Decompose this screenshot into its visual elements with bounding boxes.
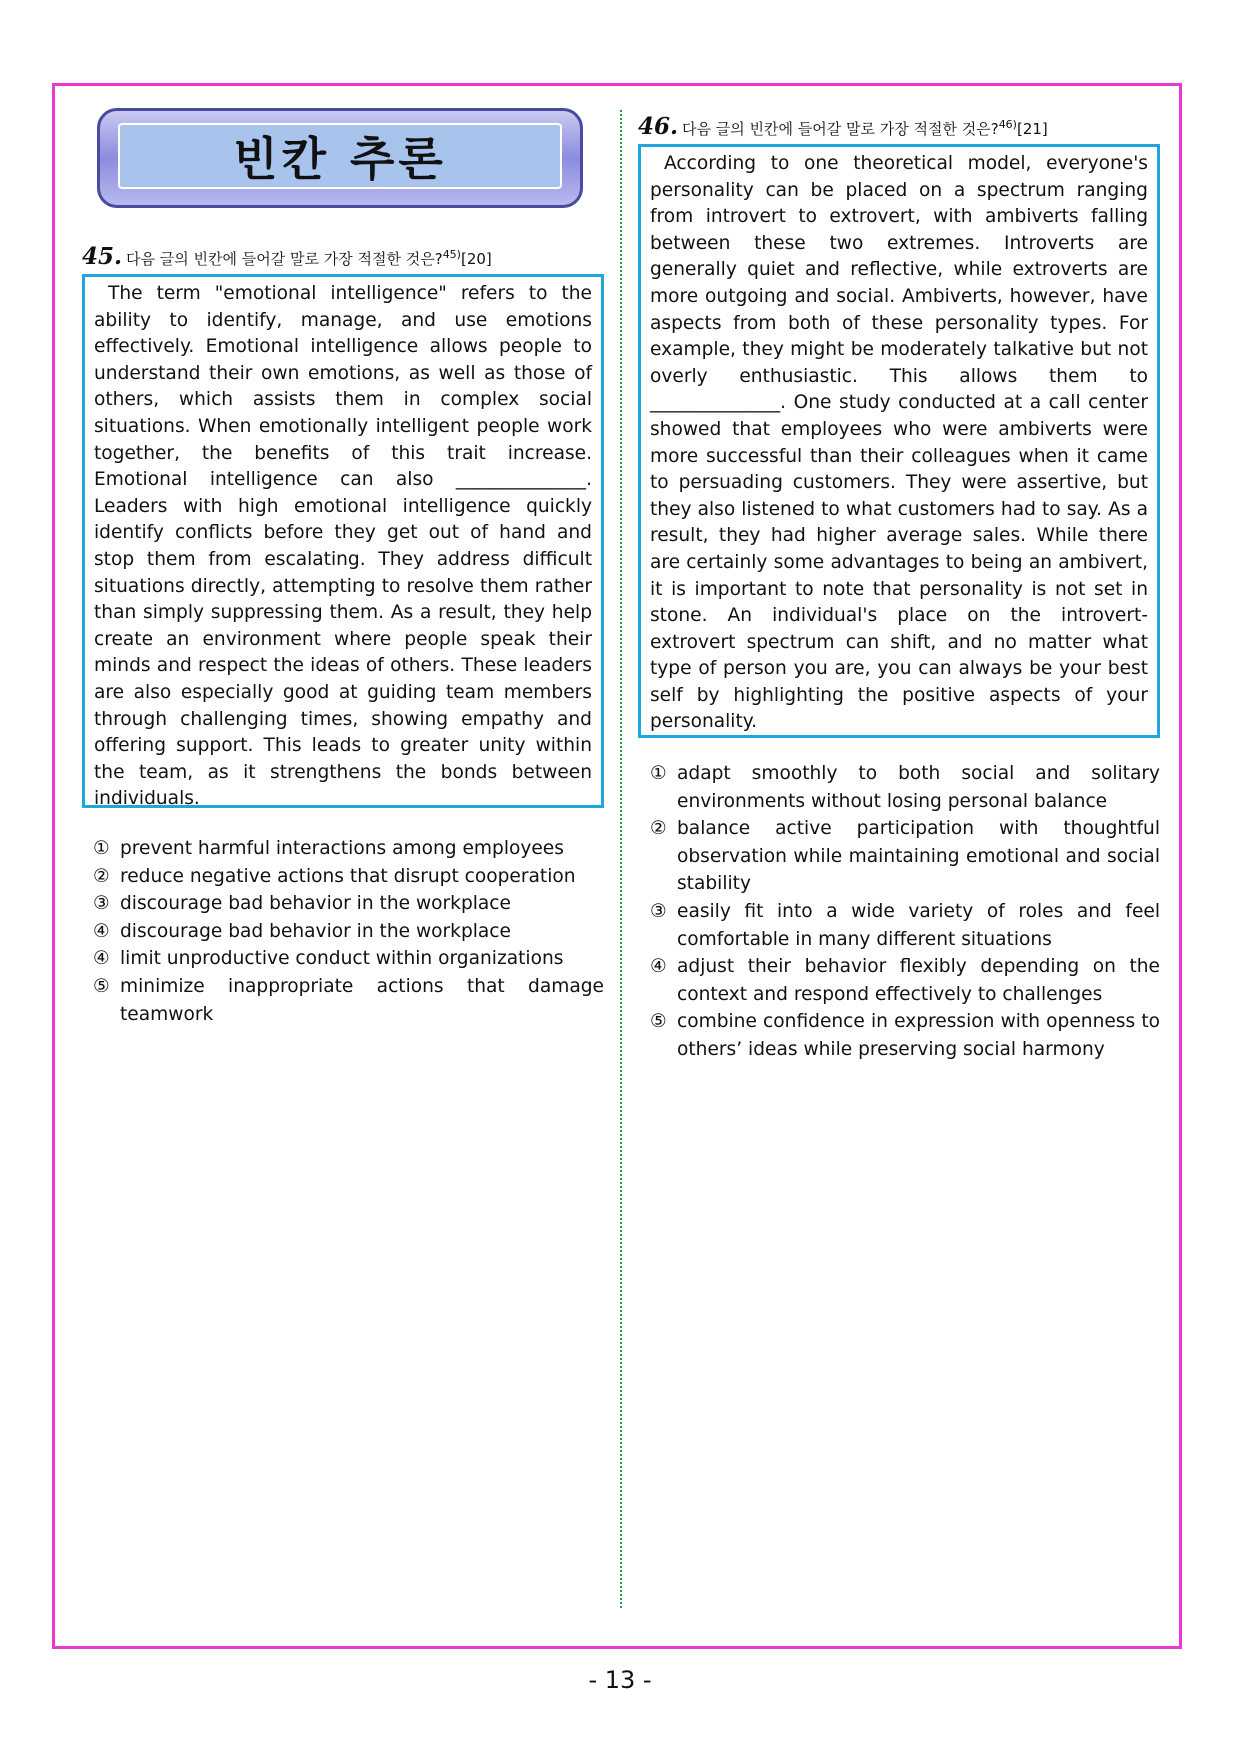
- q45-passage-box: [82, 274, 604, 808]
- q46-ref: 46): [998, 118, 1017, 131]
- q45-number: 45 .: [82, 243, 122, 270]
- q46-header: [638, 113, 1048, 140]
- q46-option-4[interactable]: ④ adjust their behavior flexibly depending on the context and respond effectively to challenges: [650, 956, 1160, 1005]
- q46-option-5[interactable]: ⑤ combine confidence in expression with openness to others’ ideas while preserving social harmony: [650, 1011, 1160, 1060]
- q45-option-5[interactable]: ⑤ minimize inappropriate actions that damage teamwork: [93, 975, 604, 1025]
- q45-header: [82, 243, 492, 270]
- q46-number: 46 .: [638, 113, 678, 140]
- section-title: 빈칸 추론: [118, 123, 562, 189]
- q46-options: [650, 760, 1160, 1064]
- q45-option-4b[interactable]: ④ limit unproductive conduct within organizations: [93, 948, 564, 970]
- q45-option-1[interactable]: ① prevent harmful interactions among employees: [93, 838, 564, 859]
- section-title-banner: [97, 108, 583, 208]
- q46-option-3[interactable]: ③ easily fit into a wide variety of roles and feel comfortable in many different situations: [650, 900, 1160, 950]
- q45-tag: [20]: [460, 250, 492, 268]
- page-number: - 13 -: [588, 1666, 652, 1694]
- column-divider: [620, 110, 622, 1608]
- q45-options: [93, 835, 604, 1028]
- q46-passage-box: [638, 144, 1160, 738]
- q45-option-3[interactable]: ③ discourage bad behavior in the workplace: [93, 893, 511, 915]
- q45-option-2[interactable]: ② reduce negative actions that disrupt cooperation: [93, 865, 576, 887]
- q46-tag: [21]: [1016, 120, 1048, 138]
- q45-prompt: 다음 글의 빈칸에 들어갈 말로 가장 적절한 것은?: [126, 250, 443, 268]
- q45-passage: The term "emotional intelligence" refers to the ability to identify, manage, and use emotions effectively. Emotional intelligence allows people to understand their own emotions, as well as those of others, which assists them in complex social situations. When emotionally intelligent people work together, the benefits of this trait increase. Emotional intelligence can also ______________. Leaders with high emotional intelligence quickly identify conflicts before they get out of hand and stop them from escalating. They address difficult situations directly, attempting to resolve them rather than simply suppressing them. As a result, they help create an environment where people speak their minds and respect the ideas of others. These leaders are also especially good at guiding team members through challenging times, showing empathy and offering support. This leads to greater unity within the team, as it strengthens the bonds between individuals.: [94, 283, 592, 810]
- q46-option-1[interactable]: ① adapt smoothly to both social and solitary environments without losing personal balance: [650, 763, 1160, 812]
- q46-passage: According to one theoretical model, everyone's personality can be placed on a spectrum ranging from introvert to extrovert, with ambiverts falling between these two extremes. Introverts are generally quiet and reflective, while extroverts are more outgoing and social. Ambiverts, however, have aspects from both of these personality types. For example, they might be moderately talkative but not overly enthusiastic. This allows them to ______________. One study conducted at a call center showed that employees who were ambiverts were more successful than their colleagues when it came to persuading customers. They were assertive, but they also listened to what customers had to say. As a result, they had higher average sales. While there are certainly some advantages to being an ambivert, it is important to note that personality is not set in stone. An individual's place on the introvert-extrovert spectrum can shift, and no matter what type of person you are, you can always be your best self by highlighting the positive aspects of your personality.: [650, 153, 1148, 733]
- q45-ref: 45): [442, 248, 461, 261]
- q46-option-2[interactable]: ② balance active participation with thoughtful observation while maintaining emotional and social stability: [650, 818, 1160, 895]
- q46-prompt: 다음 글의 빈칸에 들어갈 말로 가장 적절한 것은?: [682, 120, 999, 138]
- q45-option-4[interactable]: ④ discourage bad behavior in the workplace: [93, 920, 511, 942]
